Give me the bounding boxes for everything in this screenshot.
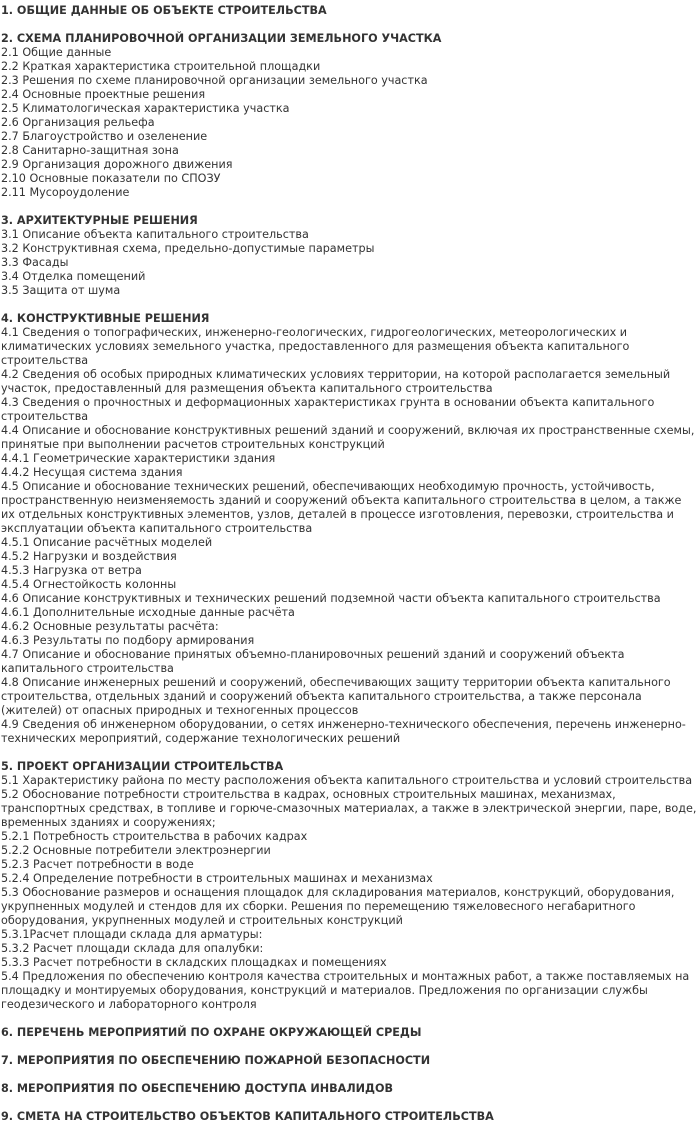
list-item: 5.3.2 Расчет площади склада для опалубки: — [1, 942, 264, 955]
section-title: 4. КОНСТРУКТИВНЫЕ РЕШЕНИЯ — [1, 312, 210, 325]
section-items-list — [1, 46, 698, 200]
list-item: 3.3 Фасады — [1, 256, 69, 269]
list-item: 5.2.3 Расчет потребности в воде — [1, 858, 194, 871]
section-4 — [1, 312, 698, 746]
section-3 — [1, 214, 698, 298]
list-item: 2.9 Организация дорожного движения — [1, 158, 233, 171]
list-item: 4.5.2 Нагрузки и воздействия — [1, 550, 177, 563]
section-9 — [1, 1110, 698, 1124]
list-item: 2.2 Краткая характеристика строительной площадки — [1, 60, 321, 73]
list-item: 3.1 Описание объекта капитального строительства — [1, 228, 309, 241]
list-item: 2.5 Климатологическая характеристика участка — [1, 102, 290, 115]
section-title: 5. ПРОЕКТ ОРГАНИЗАЦИИ СТРОИТЕЛЬСТВА — [1, 760, 284, 773]
list-item: 4.3 Сведения о прочностных и деформационных характеристиках грунта в основании объекта капитального строительства — [1, 396, 655, 423]
list-item: 4.5.4 Огнестойкость колонны — [1, 578, 177, 591]
section-title: 2. СХЕМА ПЛАНИРОВОЧНОЙ ОРГАНИЗАЦИИ ЗЕМЕЛЬНОГО УЧАСТКА — [1, 32, 442, 45]
list-item: 4.6.1 Дополнительные исходные данные расчёта — [1, 606, 295, 619]
list-item: 2.10 Основные показатели по СПОЗУ — [1, 172, 221, 185]
list-item: 4.6.3 Результаты по подбору армирования — [1, 634, 255, 647]
section-title: 6. ПЕРЕЧЕНЬ МЕРОПРИЯТИЙ ПО ОХРАНЕ ОКРУЖАЮЩЕЙ СРЕДЫ — [1, 1026, 422, 1039]
list-item: 5.2.1 Потребность строительства в рабочих кадрах — [1, 830, 308, 843]
section-title: 9. СМЕТА НА СТРОИТЕЛЬСТВО ОБЪЕКТОВ КАПИТАЛЬНОГО СТРОИТЕЛЬСТВА — [1, 1110, 494, 1123]
section-title: 1. ОБЩИЕ ДАННЫЕ ОБ ОБЪЕКТЕ СТРОИТЕЛЬСТВА — [1, 4, 327, 17]
list-item: 5.3 Обоснование размеров и оснащения площадок для складирования материалов, конструкций, оборудования, укрупненных модулей и стендов для их сборки. Решения по перемещению тяжеловесного негабаритного оборудования, укрупненных модулей и строительных конструкций — [1, 886, 675, 927]
list-item: 4.5.3 Нагрузка от ветра — [1, 564, 142, 577]
list-item: 4.1 Сведения о топографических, инженерно-геологических, гидрогеологических, метеорологических и климатических условиях земельного участка, предоставленного для размещения объекта капитального строительства — [1, 326, 630, 367]
list-item: 5.1 Характеристику района по месту расположения объекта капитального строительства и условий строительства — [1, 774, 693, 787]
section-7 — [1, 1054, 698, 1068]
list-item: 3.4 Отделка помещений — [1, 270, 146, 283]
list-item: 3.5 Защита от шума — [1, 284, 121, 297]
section-title: 8. МЕРОПРИЯТИЯ ПО ОБЕСПЕЧЕНИЮ ДОСТУПА ИНВАЛИДОВ — [1, 1082, 393, 1095]
list-item: 2.7 Благоустройство и озеленение — [1, 130, 208, 143]
list-item: 4.8 Описание инженерных решений и сооружений, обеспечивающих защиту территории объекта капитального строительства, отдельных зданий и сооружений объекта капитального строительства, а также персонала (жителей) от опасных природных и техногенных процессов — [1, 676, 671, 717]
list-item: 4.9 Сведения об инженерном оборудовании, о сетях инженерно-технического обеспечения, перечень инженерно-технических мероприятий, содержание технологических решений — [1, 718, 686, 745]
list-item: 4.5.1 Описание расчётных моделей — [1, 536, 213, 549]
list-item: 4.4.2 Несущая система здания — [1, 466, 183, 479]
section-5 — [1, 760, 698, 1012]
list-item: 5.3.3 Расчет потребности в складских площадках и помещениях — [1, 956, 387, 969]
list-item: 3.2 Конструктивная схема, предельно-допустимые параметры — [1, 242, 375, 255]
list-item: 2.4 Основные проектные решения — [1, 88, 206, 101]
list-item: 5.2 Обоснование потребности строительства в кадрах, основных строительных машинах, механизмах, транспортных средствах, в топливе и горюче-смазочных материалах, а также в электрической энергии, паре, воде, временных зданиях и сооружениях; — [1, 788, 697, 829]
list-item: 2.8 Санитарно-защитная зона — [1, 144, 179, 157]
list-item: 4.2 Сведения об особых природных климатических условиях территории, на которой располагается земельный участок, предоставленный для размещения объекта капитального строительства — [1, 368, 671, 395]
section-2 — [1, 32, 698, 200]
list-item: 5.4 Предложения по обеспечению контроля качества строительных и монтажных работ, а также поставляемых на площадку и монтируемых оборудования, конструкций и материалов. Предложения по организации службы геодезического и лабораторного контроля — [1, 970, 690, 1011]
list-item: 4.4 Описание и обоснование конструктивных решений зданий и сооружений, включая их пространственные схемы, принятые при выполнении расчетов строительных конструкций — [1, 424, 695, 451]
list-item: 5.2.2 Основные потребители электроэнергии — [1, 844, 271, 857]
list-item: 4.6.2 Основные результаты расчёта: — [1, 620, 219, 633]
list-item: 4.7 Описание и обоснование принятых объемно-планировочных решений зданий и сооружений объекта капитального строительства — [1, 648, 625, 675]
section-6 — [1, 1026, 698, 1040]
list-item: 5.3.1Расчет площади склада для арматуры: — [1, 928, 263, 941]
list-item: 4.5 Описание и обоснование технических решений, обеспечивающих необходимую прочность, устойчивость, пространственную неизменяемость зданий и сооружений объекта капитального строительства в целом, а также их отдельных конструктивных элементов, узлов, деталей в процессе изготовления, перевозки, строительства и эксплуатации объекта капитального строительства — [1, 480, 682, 535]
list-item: 2.11 Мусороудоление — [1, 186, 130, 199]
section-items-list — [1, 774, 698, 1012]
list-item: 2.3 Решения по схеме планировочной организации земельного участка — [1, 74, 428, 87]
list-item: 2.6 Организация рельефа — [1, 116, 155, 129]
list-item: 4.6 Описание конструктивных и технических решений подземной части объекта капитального строительства — [1, 592, 661, 605]
list-item: 2.1 Общие данные — [1, 46, 112, 59]
section-title: 3. АРХИТЕКТУРНЫЕ РЕШЕНИЯ — [1, 214, 198, 227]
section-items-list — [1, 326, 698, 746]
list-item: 5.2.4 Определение потребности в строительных машинах и механизмах — [1, 872, 433, 885]
section-8 — [1, 1082, 698, 1096]
section-title: 7. МЕРОПРИЯТИЯ ПО ОБЕСПЕЧЕНИЮ ПОЖАРНОЙ БЕЗОПАСНОСТИ — [1, 1054, 431, 1067]
list-item: 4.4.1 Геометрические характеристики здания — [1, 452, 276, 465]
section-1 — [1, 4, 698, 18]
section-items-list — [1, 228, 698, 298]
